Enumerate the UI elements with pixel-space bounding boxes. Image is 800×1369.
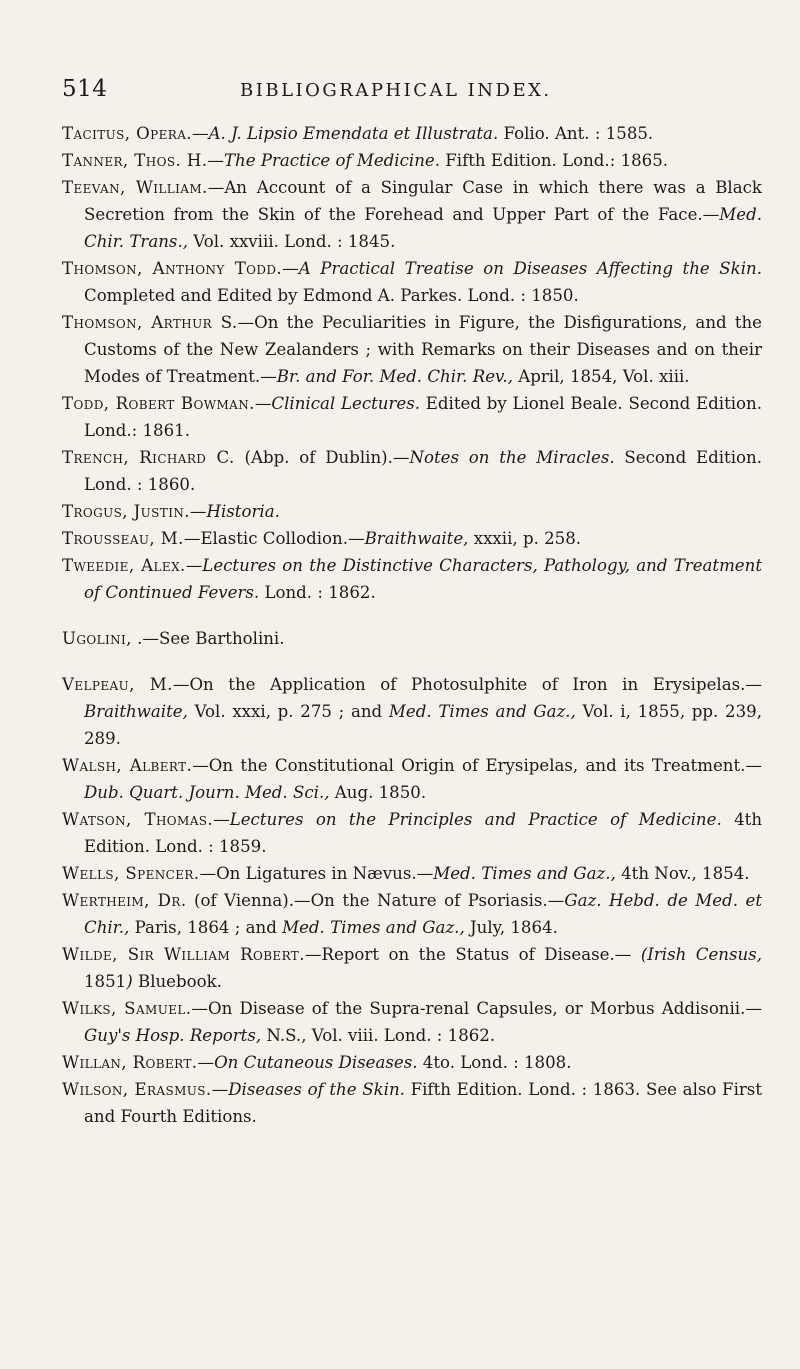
entry-text: Vol. xxxi, p. 275 ; and <box>187 702 389 721</box>
entry-text: Fifth Edition. Lond. : 1863. See also First and Fourth Editions. <box>84 1080 762 1126</box>
bibliography-entry <box>62 941 762 995</box>
entry-author: Ugolini, <box>62 629 132 648</box>
bibliography-entry <box>62 525 762 552</box>
entry-text: — <box>211 1080 229 1099</box>
entry-author: Tanner, Thos. H. <box>62 151 208 170</box>
entry-author: Wilde, Sir William Robert. <box>62 945 305 964</box>
entry-title-italic: Braithwaite, <box>364 529 469 548</box>
entry-author: Trogus, Justin. <box>62 502 190 521</box>
entry-author: Trousseau, M. <box>62 529 184 548</box>
entry-text: 1851 <box>84 972 127 991</box>
page-header <box>62 76 752 110</box>
entry-text: —Report on the Status of Disease.— <box>304 945 641 964</box>
entry-title-italic: Gaz. Hebd. de Med. et Chir., <box>84 891 762 937</box>
entry-author: Tacitus, Opera. <box>62 124 192 143</box>
entry-author: Willan, Robert. <box>62 1053 198 1072</box>
bibliography-entry <box>62 255 762 309</box>
entry-author: Wells, Spencer. <box>62 864 200 883</box>
entry-text: —An Account of a Singular Case in which there was a Black Secretion from the Skin of the Forehead and Upper Part of the Face.— <box>84 178 762 224</box>
bibliography-entry <box>62 806 762 860</box>
entry-text: Vol. i, 1855, pp. 239, 289. <box>84 702 762 748</box>
entry-author: Tweedie, Alex. <box>62 556 186 575</box>
entry-title-italic: Med. Times and Gaz., <box>282 918 465 937</box>
entry-title-italic: Braithwaite, <box>84 702 188 721</box>
bibliography-entry <box>62 1076 762 1130</box>
entry-text: Lond. : 1862. <box>259 583 376 602</box>
bibliography-entry <box>62 444 762 498</box>
bibliography-entry <box>62 174 762 255</box>
entry-author: Velpeau, M. <box>62 675 173 694</box>
entry-title-italic: On Cutaneous Diseases. <box>214 1053 418 1072</box>
entry-text: Second Edition. Lond. : 1860. <box>84 448 762 494</box>
entry-author: Wilks, Samuel. <box>62 999 192 1018</box>
entry-author: Watson, Thomas. <box>62 810 214 829</box>
entry-title-italic: Guy's Hosp. Reports, <box>84 1026 262 1045</box>
running-title: BIBLIOGRAPHICAL INDEX. <box>240 80 552 101</box>
entry-title-italic: Notes on the Miracles. <box>409 448 615 467</box>
entry-author: Trench, Richard C. <box>62 448 235 467</box>
entry-title-italic: ) <box>126 972 133 991</box>
bibliography-entry <box>62 498 762 525</box>
entry-text: (Abp. of Dublin).— <box>234 448 410 467</box>
bibliography-entry <box>62 671 762 752</box>
entry-text: Fifth Edition. Lond.: 1865. <box>440 151 669 170</box>
entry-text: (of Vienna).—On the Nature of Psoriasis.— <box>186 891 565 910</box>
entry-text: Paris, 1864 ; and <box>129 918 283 937</box>
entry-text: — <box>254 394 272 413</box>
entry-text: — <box>189 502 207 521</box>
page-number: 514 <box>62 76 108 102</box>
entry-text: July, 1864. <box>464 918 558 937</box>
entry-text: Aug. 1850. <box>329 783 427 802</box>
entry-text: —On Disease of the Supra-renal Capsules, or Morbus Addisonii.— <box>191 999 762 1018</box>
entry-text: April, 1854, Vol. xiii. <box>512 367 690 386</box>
entry-author: Thomson, Arthur S. <box>62 313 238 332</box>
entry-title-italic: Historia. <box>206 502 280 521</box>
entry-title-italic: A. J. Lipsio Emendata et Illustrata. <box>208 124 499 143</box>
entry-title-italic: Lectures on the Distinctive Characters, Pathology, and Treatment of Continued Fevers. <box>84 556 762 602</box>
entry-text: —On the Peculiarities in Figure, the Disfigurations, and the Customs of the New Zealanders ; with Remarks on their Diseases and on their Modes of Treatment.— <box>84 313 763 386</box>
bibliography-entry <box>62 887 762 941</box>
entry-title-italic: The Practice of Medicine. <box>223 151 440 170</box>
entry-text: .—See Bartholini. <box>131 629 285 648</box>
entry-author: Todd, Robert Bowman. <box>62 394 255 413</box>
entry-text: — <box>191 124 209 143</box>
entry-title-italic: Dub. Quart. Journ. Med. Sci., <box>84 783 330 802</box>
entry-text: —On the Constitutional Origin of Erysipelas, and its Treatment.— <box>192 756 762 775</box>
entry-author: Wilson, Erasmus. <box>62 1080 212 1099</box>
bibliography-entry <box>62 752 762 806</box>
entry-text: Folio. Ant. : 1585. <box>498 124 654 143</box>
entry-text: Completed and Edited by Edmond A. Parkes. Lond. : 1850. <box>84 286 579 305</box>
entry-text: Bluebook. <box>132 972 222 991</box>
entry-text: 4to. Lond. : 1808. <box>417 1053 572 1072</box>
entry-title-italic: Clinical Lectures. <box>271 394 421 413</box>
bibliography-entry <box>62 860 762 887</box>
entry-author: Teevan, William. <box>62 178 208 197</box>
entry-text: — <box>207 151 224 170</box>
entry-title-italic: Med. Times and Gaz., <box>433 864 616 883</box>
entry-text: N.S., Vol. viii. Lond. : 1862. <box>261 1026 496 1045</box>
bibliography-entry <box>62 120 762 147</box>
entry-title-italic: Med. Times and Gaz., <box>388 702 576 721</box>
entry-text: 4th Nov., 1854. <box>615 864 750 883</box>
entry-author: Walsh, Albert. <box>62 756 193 775</box>
entry-text: — <box>282 259 299 278</box>
bibliography-entry <box>62 625 762 652</box>
entry-title-italic: Med. Chir. Trans., <box>84 205 762 251</box>
bibliography-entry <box>62 309 762 390</box>
entry-title-italic: (Irish Census, <box>640 945 762 964</box>
entry-title-italic: Lectures on the Principles and Practice of Medicine. <box>229 810 722 829</box>
bibliography-entry <box>62 147 762 174</box>
entry-text: 4th Edition. Lond. : 1859. <box>84 810 763 856</box>
entry-title-italic: Br. and For. Med. Chir. Rev., <box>276 367 513 386</box>
entry-author: Thomson, Anthony Todd. <box>62 259 283 278</box>
bibliography-entry <box>62 390 762 444</box>
bibliography-entry <box>62 552 762 606</box>
entry-text: xxxii, p. 258. <box>468 529 582 548</box>
bibliography-entry <box>62 995 762 1049</box>
entry-title-italic: Diseases of the Skin. <box>228 1080 405 1099</box>
entry-title-italic: A Practical Treatise on Diseases Affecting the Skin. <box>298 259 763 278</box>
entry-text: —On the Application of Photosulphite of Iron in Erysipelas.— <box>172 675 762 694</box>
entry-author: Wertheim, Dr. <box>62 891 187 910</box>
entry-text: —Elastic Collodion.— <box>183 529 365 548</box>
entry-text: Vol. xxviii. Lond. : 1845. <box>188 232 396 251</box>
entry-text: — <box>185 556 203 575</box>
entry-text: —On Ligatures in Nævus.— <box>199 864 434 883</box>
entry-text: — <box>213 810 230 829</box>
bibliography-entries <box>62 120 762 1130</box>
entry-text: Edited by Lionel Beale. Second Edition. Lond.: 1861. <box>84 394 762 440</box>
bibliography-entry <box>62 1049 762 1076</box>
entry-text: — <box>197 1053 215 1072</box>
